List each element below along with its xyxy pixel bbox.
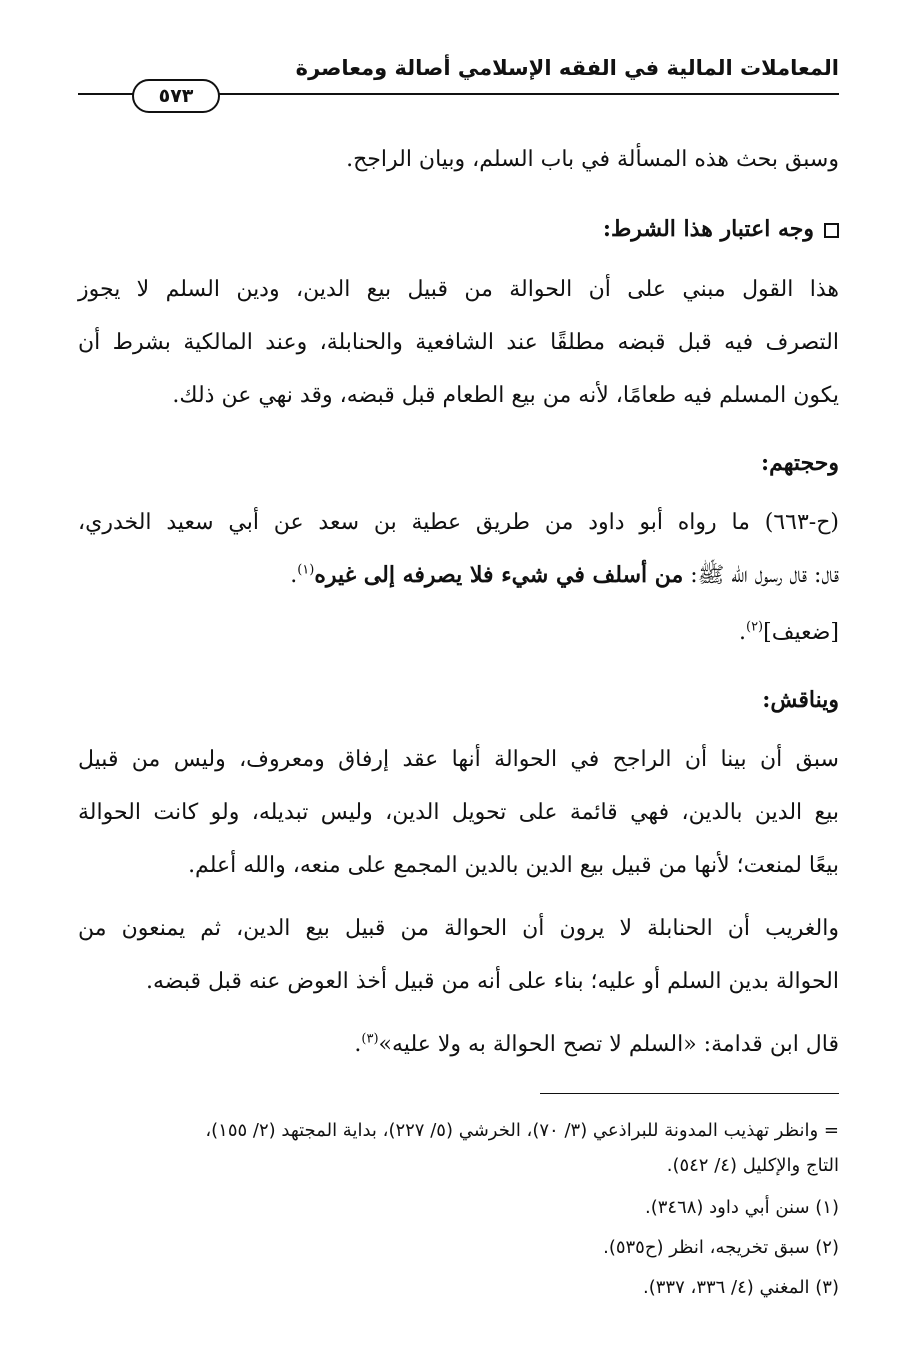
punctuation: . <box>354 1032 362 1057</box>
hadith-line <box>78 560 839 591</box>
text-line: سبق أن بينا أن الراجح في الحوالة أنها عقد إرفاق ومعروف، وليس من قبيل <box>78 747 839 772</box>
grading-text: [ضعيف] <box>763 620 839 645</box>
footnote-3: (٣) المغني (٤/ ٣٣٦، ٣٣٧). <box>643 1277 839 1298</box>
section-heading <box>78 214 839 244</box>
footnote-1: (١) سنن أبي داود (٣٤٦٨). <box>644 1197 839 1218</box>
text-line: الحوالة بدين السلم أو عليه؛ بناء على أنه من قبيل أخذ العوض عنه قبل قبضه. <box>146 969 839 994</box>
hadith-intro: قال: قال رسول الله ﷺ: <box>683 563 839 588</box>
text-line: (ح-٦٦٣) ما رواه أبو داود من طريق عطية بن سعد عن أبي سعيد الخدري، <box>78 510 839 535</box>
punctuation: . <box>738 620 746 645</box>
footnote-continued: التاج والإكليل (٤/ ٥٤٢). <box>666 1155 839 1176</box>
text-line: وسبق بحث هذه المسألة في باب السلم، وبيان الراجح. <box>346 147 839 172</box>
footnote-separator <box>540 1093 839 1094</box>
footnote-ref: (١) <box>297 562 315 578</box>
quote-line <box>78 1030 839 1060</box>
text-line: يكون المسلم فيه طعامًا، لأنه من بيع الطعام قبل قبضه، وقد نهي عن ذلك. <box>172 383 839 408</box>
punctuation: . <box>290 563 298 588</box>
quote-text: قال ابن قدامة: «السلم لا تصح الحوالة به ولا عليه» <box>378 1032 839 1057</box>
footnote-2: (٢) سبق تخريجه، انظر (ح٥٣٥). <box>603 1237 839 1258</box>
text-line: بيعًا لمنعت؛ لأنها من قبيل بيع الدين بالدين المجمع على منعه، والله أعلم. <box>188 853 839 878</box>
text-line: والغريب أن الحنابلة لا يرون أن الحوالة من قبيل بيع الدين، ثم يمنعون من <box>78 916 839 941</box>
footnote-ref: (٣) <box>361 1031 379 1047</box>
text-line: بيع الدين بالدين، فهي قائمة على تحويل الدين، وليس تبديله، ولو كانت الحوالة <box>78 800 839 825</box>
subheading: وحجتهم: <box>761 450 839 476</box>
grading-line <box>78 618 839 648</box>
section-heading-text: وجه اعتبار هذا الشرط: <box>602 216 814 242</box>
footnote-ref: (٢) <box>745 619 764 635</box>
page-number-badge <box>132 79 220 113</box>
text-line: التصرف فيه قبل قبضه مطلقًا عند الشافعية والحنابلة، وعند المالكية بشرط أن <box>78 330 839 355</box>
text-line: هذا القول مبني على أن الحوالة من قبيل بيع الدين، ودين السلم لا يجوز <box>78 277 839 302</box>
subheading: ويناقش: <box>762 687 839 713</box>
running-header-title: المعاملات المالية في الفقه الإسلامي أصالة ومعاصرة <box>295 56 839 80</box>
page-number: ٥٧٣ <box>158 85 194 107</box>
checkbox-square-icon <box>824 223 839 238</box>
footnote-continued: = وانظر تهذيب المدونة للبراذعي (٣/ ٧٠)، الخرشي (٥/ ٢٢٧)، بداية المجتهد (٢/ ١٥٥)، <box>205 1120 839 1141</box>
hadith-text: من أسلف في شيء فلا يصرفه إلى غيره <box>314 562 684 588</box>
